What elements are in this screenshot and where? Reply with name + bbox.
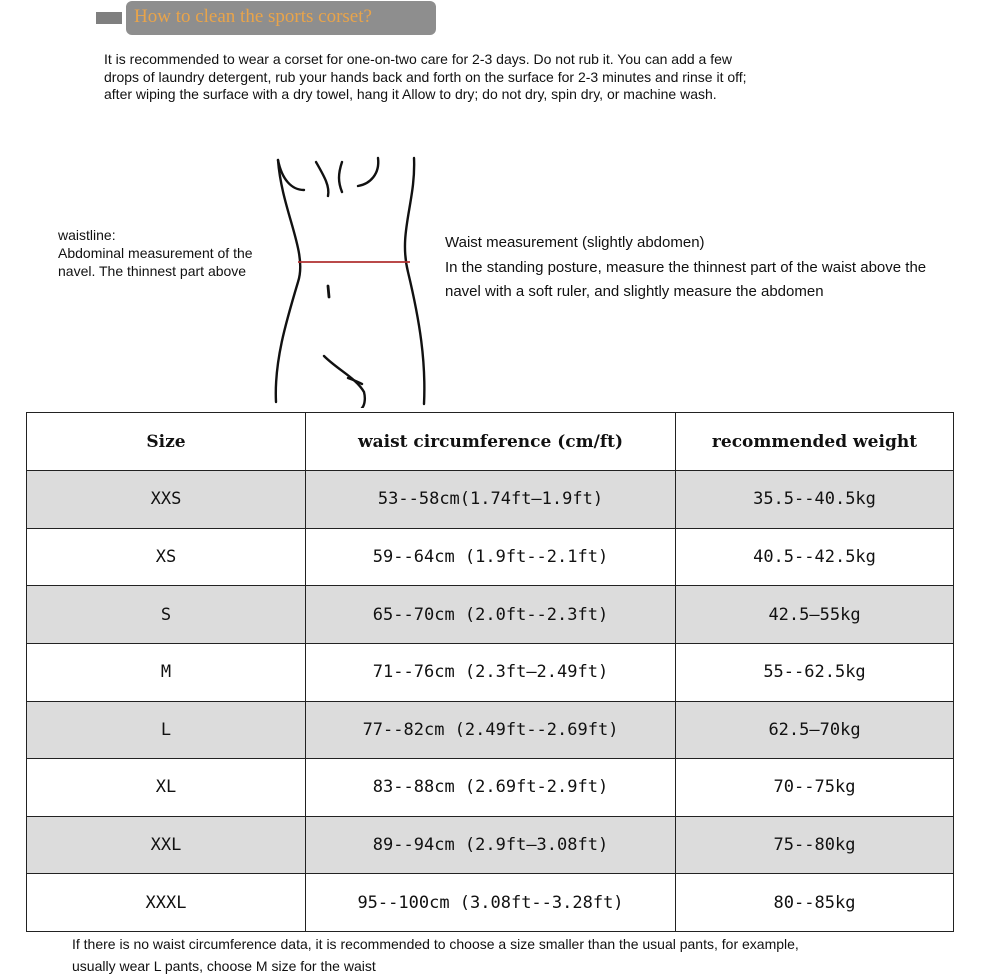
footnote-line: If there is no waist circumference data, it is recommended to choose a size smaller than the usual pants, for example, [72, 936, 799, 952]
waist-cell: 95--100cm (3.08ft--3.28ft) [306, 874, 676, 932]
table-row [27, 874, 954, 932]
footnote-line: usually wear L pants, choose M size for the waist [72, 958, 376, 974]
column-header-weight: recommended weight [676, 413, 954, 471]
table-row [27, 528, 954, 586]
measurement-line: navel with a soft ruler, and slightly measure the abdomen [445, 283, 824, 300]
measurement-instructions [445, 231, 926, 305]
waist-cell: 53--58cm(1.74ft—1.9ft) [306, 471, 676, 529]
waist-cell: 89--94cm (2.9ft—3.08ft) [306, 816, 676, 874]
table-row [27, 643, 954, 701]
waist-cell: 83--88cm (2.69ft-2.9ft) [306, 759, 676, 817]
waistline-line: waistline: [58, 227, 116, 243]
table-header-row [27, 413, 954, 471]
waist-cell: 77--82cm (2.49ft--2.69ft) [306, 701, 676, 759]
page-title: How to clean the sports corset? [134, 6, 372, 27]
table-row [27, 586, 954, 644]
table-row [27, 816, 954, 874]
care-line: drops of laundry detergent, rub your hands back and forth on the surface for 2-3 minutes and rinse it off; [104, 68, 747, 85]
size-cell: XL [27, 759, 306, 817]
size-cell: XS [27, 528, 306, 586]
waistline-description [58, 226, 253, 280]
weight-cell: 55--62.5kg [676, 643, 954, 701]
weight-cell: 62.5—70kg [676, 701, 954, 759]
size-cell: L [27, 701, 306, 759]
size-chart-table [26, 412, 954, 932]
care-instructions [104, 51, 844, 104]
weight-cell: 42.5—55kg [676, 586, 954, 644]
waistline-line: Abdominal measurement of the [58, 245, 253, 261]
table-row [27, 471, 954, 529]
weight-cell: 40.5--42.5kg [676, 528, 954, 586]
waist-cell: 59--64cm (1.9ft--2.1ft) [306, 528, 676, 586]
measurement-line: Waist measurement (slightly abdomen) [445, 234, 705, 251]
weight-cell: 80--85kg [676, 874, 954, 932]
waist-cell: 65--70cm (2.0ft--2.3ft) [306, 586, 676, 644]
care-line: It is recommended to wear a corset for one-on-two care for 2-3 days. Do not rub it. You can add a few [104, 51, 732, 67]
size-cell: XXS [27, 471, 306, 529]
waistline-line: navel. The thinnest part above [58, 263, 247, 279]
care-line: after wiping the surface with a dry towel, hang it Allow to dry; do not dry, spin dry, or machine wash. [104, 86, 717, 102]
size-cell: M [27, 643, 306, 701]
weight-cell: 35.5--40.5kg [676, 471, 954, 529]
column-header-size: Size [27, 413, 306, 471]
size-cell: XXL [27, 816, 306, 874]
table-row [27, 701, 954, 759]
column-header-waist: waist circumference (cm/ft) [306, 413, 676, 471]
body-figure-illustration [268, 152, 428, 408]
header-marker [96, 12, 122, 24]
waist-cell: 71--76cm (2.3ft—2.49ft) [306, 643, 676, 701]
weight-cell: 75--80kg [676, 816, 954, 874]
measurement-line: In the standing posture, measure the thinnest part of the waist above the [445, 258, 927, 276]
size-cell: XXXL [27, 874, 306, 932]
size-cell: S [27, 586, 306, 644]
sizing-footnote [72, 933, 799, 977]
table-row [27, 759, 954, 817]
weight-cell: 70--75kg [676, 759, 954, 817]
